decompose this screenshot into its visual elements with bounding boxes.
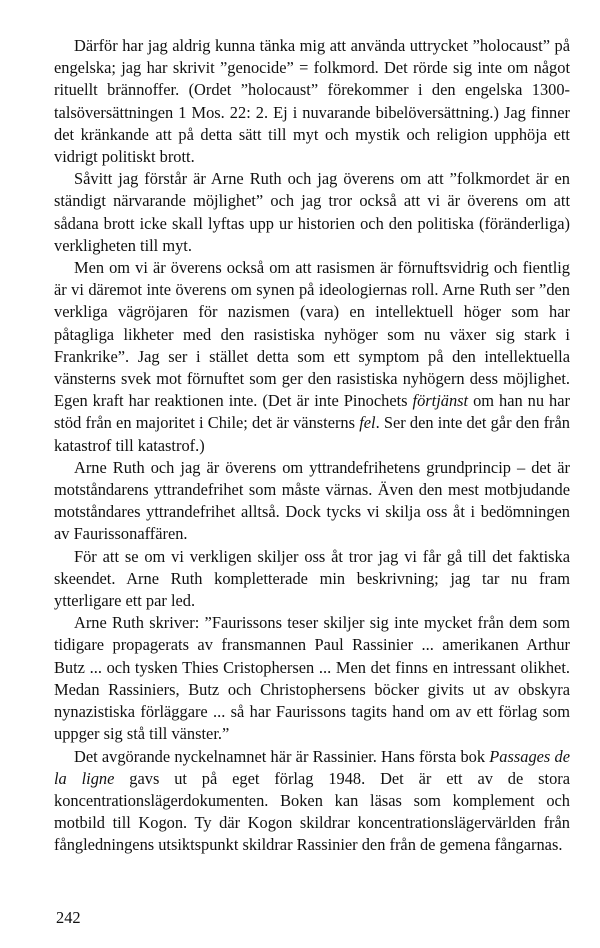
paragraph: [54, 35, 570, 168]
paragraph: [54, 746, 570, 857]
text-segment: Såvitt jag förstår är Arne Ruth och jag överens om att ”folkmordet är en ständigt närvarande möjlighet” och jag tror också att vi är överens om att sådana brott icke skall lyftas upp ur historien och den politiska (föränderliga) verkligheten till myt.: [54, 169, 570, 255]
paragraph: [54, 257, 570, 457]
italic-text-segment: Passages de la ligne: [54, 746, 570, 788]
text-segment: om han nu har stöd från en majoritet i Chile; det är vänsterns: [54, 391, 570, 433]
text-segment: Därför har jag aldrig kunna tänka mig att använda uttrycket ”holocaust” på engelska; jag har skrivit ”genocide” = folkmord. Det rörde sig inte om något rituellt brännoffer. (Ordet ”holocaust” förekommer i den engelska 1300-talsöversättningen 1 Mos. 22: 2. Ej i nuvarande bibelöversättning.) Jag finner det kränkande att på detta sätt till myt och mystik och religion upphöja ett vidrigt politiskt brott.: [54, 36, 570, 167]
text-segment: Arne Ruth skriver: ”Faurissons teser skiljer sig inte mycket från dem som tidigare propagerats av fransmannen Paul Rassinier ... amerikanen Arthur Butz ... och tysken Thies Cristophersen ... Men det finns en intressant olikhet. Medan Rassiniers, Butz och Christophersens böcker givits ut av obskyra nynazistiska förläggare ... så har Faurissons tagits hand om av ett förlag som uppger sig stå till vänster.”: [54, 613, 570, 744]
text-segment: Men om vi är överens också om att rasismen är förnuftsvidrig och fientlig är vi däremot inte överens om synen på ideologiernas roll. Arne Ruth ser ”den verkliga vägröjaren för nazismen (vara) en intellektuell höger som har påtagliga likheter med den rasistiska nyhöger som nu växer sig stark i Frankrike”. Jag ser i stället detta som ett symptom på den intellektuella vänsterns svek mot förnuftet som ger den rasistiska nyhögern dess möjlighet. Egen kraft har reaktionen inte. (Det är inte Pinochets: [54, 258, 570, 411]
paragraph: [54, 546, 570, 613]
paragraph: [54, 168, 570, 257]
text-segment: Arne Ruth och jag är överens om yttrandefrihetens grundprincip – det är motståndarens yttrandefrihet som måste värnas. Även den mest motbjudande motståndares yttrandefrihet alltså. Dock tycks vi skilja oss åt i bedömningen av Faurissonaffären.: [54, 457, 570, 544]
paragraph: [54, 612, 570, 745]
text-segment: För att se om vi verkligen skiljer oss åt tror jag vi får gå till det faktiska skeendet. Arne Ruth kompletterade min beskrivning; jag tar nu fram ytterligare ett par led.: [54, 546, 570, 611]
paragraph: [54, 457, 570, 546]
text-segment: Det avgörande nyckelnamnet här är Rassinier. Hans första bok: [74, 746, 490, 766]
page-number: 242: [56, 908, 81, 927]
body-text: [54, 35, 570, 857]
text-segment: gavs ut på eget förlag 1948. Det är ett av de stora koncentrationslägerdokumenten. Boken kan läsas som komplement och motbild till Kogon. Ty där Kogon skildrar koncentrationslägervärlden från fångledningens utsiktspunkt skildrar Rassinier den från de gemena fångarnas.: [54, 768, 570, 855]
text-segment: . Ser den inte det går den från katastrof till katastrof.): [54, 413, 570, 455]
italic-text-segment: förtjänst: [412, 391, 469, 411]
italic-text-segment: fel: [359, 413, 376, 433]
